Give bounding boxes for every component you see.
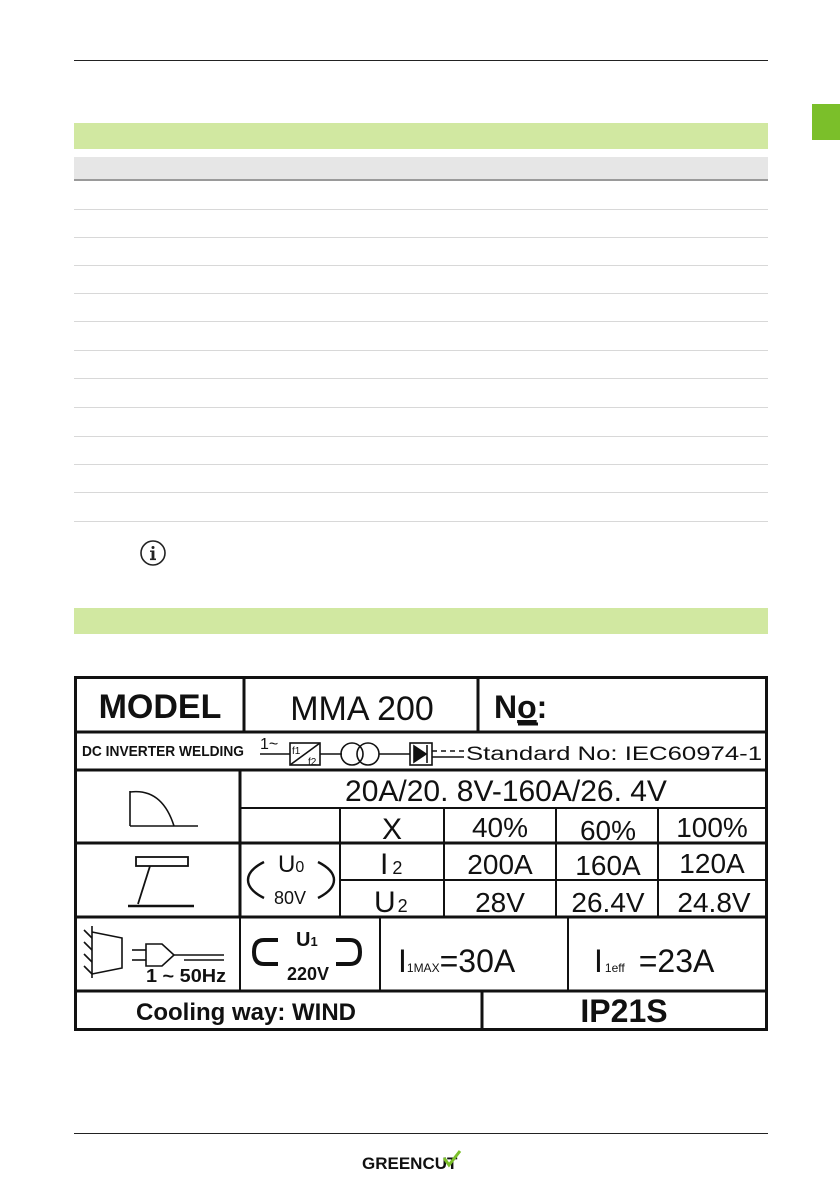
svg-text:f2: f2 bbox=[308, 757, 317, 768]
info-circle-icon bbox=[138, 538, 168, 568]
dc-inverter-label: DC INVERTER WELDING bbox=[82, 743, 244, 760]
spec-table-row bbox=[74, 436, 768, 465]
standard-no: Standard No: IEC60974-1 bbox=[466, 744, 762, 765]
u2-28: 28V bbox=[475, 887, 525, 918]
spec-table-row bbox=[74, 209, 768, 238]
current-voltage-range: 20A/20. 8V-160A/26. 4V bbox=[345, 775, 667, 808]
u2-symbol: U 2 bbox=[374, 886, 408, 919]
i2-120: 120A bbox=[679, 848, 745, 879]
svg-text:1~: 1~ bbox=[260, 736, 279, 753]
i2-160: 160A bbox=[575, 850, 641, 881]
i1eff-label: I 1eff =23A bbox=[594, 943, 715, 979]
rating-plate bbox=[74, 676, 768, 1031]
i2-200: 200A bbox=[467, 849, 533, 880]
model-value: MMA 200 bbox=[290, 690, 434, 728]
duty-40: 40% bbox=[471, 812, 529, 843]
u1-symbol: U1 bbox=[296, 929, 318, 951]
cooling-way: Cooling way: WIND bbox=[136, 999, 356, 1026]
falling-characteristic-icon bbox=[130, 791, 198, 826]
greencut-logo bbox=[360, 1146, 480, 1176]
section-bar-specifications bbox=[74, 123, 768, 149]
duty-100: 100% bbox=[676, 812, 748, 843]
spec-table-row bbox=[74, 181, 768, 210]
green-tab-marker bbox=[812, 104, 840, 140]
spec-table-row bbox=[74, 408, 768, 437]
spec-table-row bbox=[74, 322, 768, 351]
spec-table-row bbox=[74, 379, 768, 408]
i1max-label: I1MAX=30A bbox=[398, 943, 516, 979]
model-label: MODEL bbox=[98, 688, 222, 726]
u0-value: 80V bbox=[273, 888, 307, 908]
bottom-rule bbox=[74, 1133, 768, 1134]
mma-electrode-icon bbox=[128, 857, 194, 906]
svg-text:f1: f1 bbox=[292, 746, 301, 757]
top-rule bbox=[74, 60, 768, 61]
duty-60: 60% bbox=[579, 815, 637, 846]
u0-symbol: U0 bbox=[278, 851, 305, 878]
spec-table-row bbox=[74, 493, 768, 522]
supply-phase-frequency: 1 ~ 50Hz bbox=[146, 966, 226, 986]
section-bar-rating-plate bbox=[74, 608, 768, 634]
inverter-circuit-symbol bbox=[260, 736, 464, 768]
spec-table-row bbox=[74, 237, 768, 266]
spec-table-row bbox=[74, 350, 768, 379]
spec-table-header bbox=[74, 157, 768, 181]
serial-no-label: No: bbox=[494, 689, 548, 725]
spec-table-row bbox=[74, 464, 768, 493]
duty-cycle-label: X bbox=[381, 813, 403, 846]
spec-table-row bbox=[74, 265, 768, 294]
u2-26-4: 26.4V bbox=[571, 887, 645, 918]
ip-rating: IP21S bbox=[580, 993, 668, 1029]
u2-24-8: 24.8V bbox=[677, 887, 751, 918]
svg-text:GREENCUT: GREENCUT bbox=[362, 1154, 458, 1173]
i2-symbol: I 2 bbox=[380, 848, 403, 881]
u1-value: 220V bbox=[286, 964, 330, 984]
spec-table-row bbox=[74, 293, 768, 322]
